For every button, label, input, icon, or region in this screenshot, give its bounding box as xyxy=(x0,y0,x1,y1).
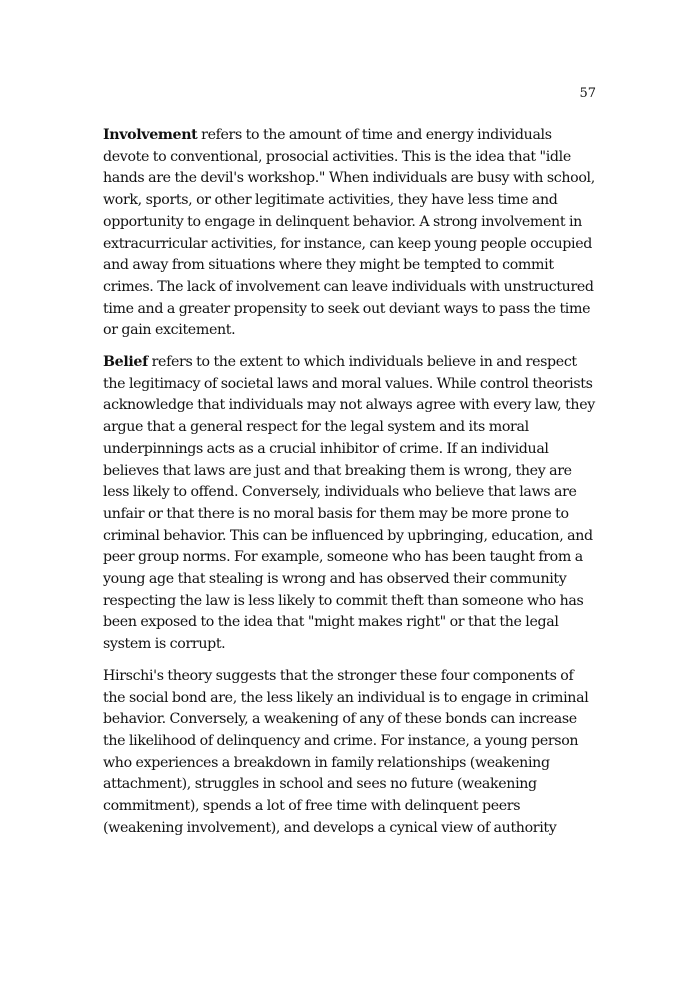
paragraph-text: refers to the extent to which individuals believe in and respect the legitimacy of societal laws and moral values. While control theorists acknowledge that individuals may not always agree with every law, they argue that a general respect for the legal system and its moral underpinnings acts as a crucial inhibitor of crime. If an individual believes that laws are just and that breaking them is wrong, they are less likely to offend. Conversely, individuals who believe that laws are unfair or that there is no moral basis for them may be more prone to criminal behavior. This can be influenced by upbringing, education, and peer group norms. For example, someone who has been taught from a young age that stealing is wrong and has observed their community respecting the law is less likely to commit theft than someone who has been exposed to the idea that "might makes right" or that the legal system is corrupt. xyxy=(103,354,595,653)
paragraph-belief xyxy=(103,352,599,656)
term-heading: Belief xyxy=(103,354,148,371)
page-body xyxy=(103,125,599,850)
page-number: 57 xyxy=(579,86,596,101)
paragraph-involvement xyxy=(103,125,599,342)
paragraph-summary xyxy=(103,666,599,840)
paragraph-text: Hirschi's theory suggests that the stronger these four components of the social bond are, the less likely an individual is to engage in criminal behavior. Conversely, a weakening of any of these bonds can increase the likelihood of delinquency and crime. For instance, a young person who experiences a breakdown in family relationships (weakening attachment), struggles in school and sees no future (weakening commitment), spends a lot of free time with delinquent peers (weakening involvement), and develops a cynical view of authority xyxy=(103,667,589,836)
term-heading: Involvement xyxy=(103,127,198,143)
paragraph-text: refers to the amount of time and energy individuals devote to conventional, prosocial activities. This is the idea that "idle hands are the devil's workshop." When individuals are busy with school, work, sports, or other legitimate activities, they have less time and opportunity to engage in delinquent behavior. A strong involvement in extracurricular activities, for instance, can keep young people occupied and away from situations where they might be tempted to commit crimes. The lack of involvement can leave individuals with unstructured time and a greater propensity to seek out deviant ways to pass the time or gain excitement. xyxy=(103,127,595,339)
